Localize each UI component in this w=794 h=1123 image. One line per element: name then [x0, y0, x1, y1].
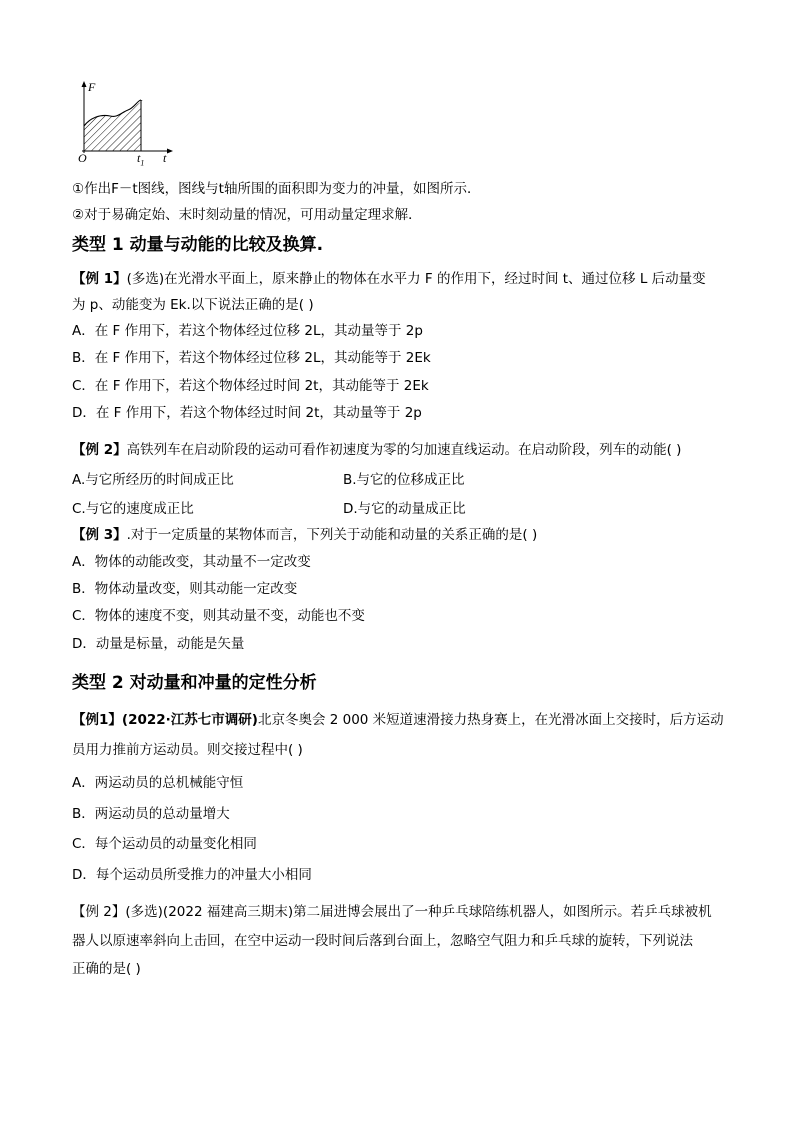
type1-ex1-line1: 【例 1】(多选)在光滑水平面上，原来静止的物体在水平力 F 的作用下，经过时间 t、通过位移 L 后动量变 — [72, 271, 706, 287]
type2-ex2-line1: 【例 2】(多选)(2022 福建高三期末)第二届进博会展出了一种乒乓球陪练机器人，如图所示。若乒乓球被机 — [72, 904, 712, 920]
type1-ex1-option-d: D．在 F 作用下，若这个物体经过时间 2t，其动量等于 2p — [72, 405, 422, 421]
intro-line-1: ①作出F－t图线，图线与t轴所围的面积即为变力的冲量，如图所示． — [72, 181, 481, 197]
axis-label-t: t — [163, 151, 167, 165]
example-tag: 【例 2】 — [72, 904, 126, 920]
type1-heading: 类型 1 动量与动能的比较及换算. — [72, 235, 324, 255]
type1-ex1-line2: 为 p、动能变为 Ek.以下说法正确的是( ) — [72, 297, 314, 313]
type2-ex1-line2: 员用力推前方运动员。则交接过程中( ) — [72, 742, 303, 758]
type1-ex2-option-c: C.与它的速度成正比 — [72, 501, 194, 517]
type2-ex1-option-a: A．两运动员的总机械能守恒 — [72, 775, 244, 791]
example-source: (2022·江苏七市调研) — [121, 712, 258, 728]
type1-ex1-option-b: B．在 F 作用下，若这个物体经过位移 2L，其动能等于 2Ek — [72, 350, 431, 366]
type2-ex1-option-d: D．每个运动员所受推力的冲量大小相同 — [72, 867, 312, 883]
type1-ex2-option-a: A.与它所经历的时间成正比 — [72, 472, 234, 488]
type1-ex2-stem: 【例 2】高铁列车在启动阶段的运动可看作初速度为零的匀加速直线运动。在启动阶段，列车的动能( ) — [72, 442, 682, 458]
example-tag: 【例1】 — [72, 712, 122, 728]
intro-line-2: ②对于易确定始、末时刻动量的情况，可用动量定理求解． — [72, 207, 422, 223]
type1-ex3-option-a: A．物体的动能改变，其动量不一定改变 — [72, 554, 311, 570]
type1-ex3-option-c: C．物体的速度不变，则其动量不变，动能也不变 — [72, 608, 365, 624]
type1-ex1-option-a: A．在 F 作用下，若这个物体经过位移 2L，其动量等于 2p — [72, 323, 423, 339]
axis-label-f: F — [88, 80, 96, 94]
example-tag: 【例 1】 — [72, 271, 127, 287]
type1-ex2-option-b: B.与它的位移成正比 — [343, 472, 465, 488]
type2-ex2-line2: 器人以原速率斜向上击回，在空中运动一段时间后落到台面上，忽略空气阻力和乒乓球的旋转，下列说法 — [72, 933, 693, 949]
type1-ex2-option-d: D.与它的动量成正比 — [343, 501, 466, 517]
type2-ex1-option-c: C．每个运动员的动量变化相同 — [72, 836, 257, 852]
type2-ex1-option-b: B．两运动员的总动量增大 — [72, 806, 230, 822]
type1-ex3-option-b: B．物体动量改变，则其动能一定改变 — [72, 581, 298, 597]
type2-ex2-line3: 正确的是( ) — [72, 961, 141, 977]
t1-label: $t_1$ — [137, 151, 145, 168]
hatched-area — [84, 100, 146, 151]
example-tag: 【例 2】 — [72, 442, 127, 458]
origin-label: O — [78, 151, 87, 165]
example-tag: 【例 3】 — [72, 527, 127, 543]
type2-heading: 类型 2 对动量和冲量的定性分析 — [72, 673, 317, 693]
type1-ex1-option-c: C．在 F 作用下，若这个物体经过时间 2t，其动能等于 2Ek — [72, 378, 429, 394]
type2-ex1-line1: 【例1】(2022·江苏七市调研)北京冬奥会 2 000 米短道速滑接力热身赛上，在光滑冰面上交接时，后方运动 — [72, 712, 724, 728]
type1-ex3-stem: 【例 3】.对于一定质量的某物体而言，下列关于动能和动量的关系正确的是( ) — [72, 527, 538, 543]
type1-ex3-option-d: D．动量是标量，动能是矢量 — [72, 636, 245, 652]
